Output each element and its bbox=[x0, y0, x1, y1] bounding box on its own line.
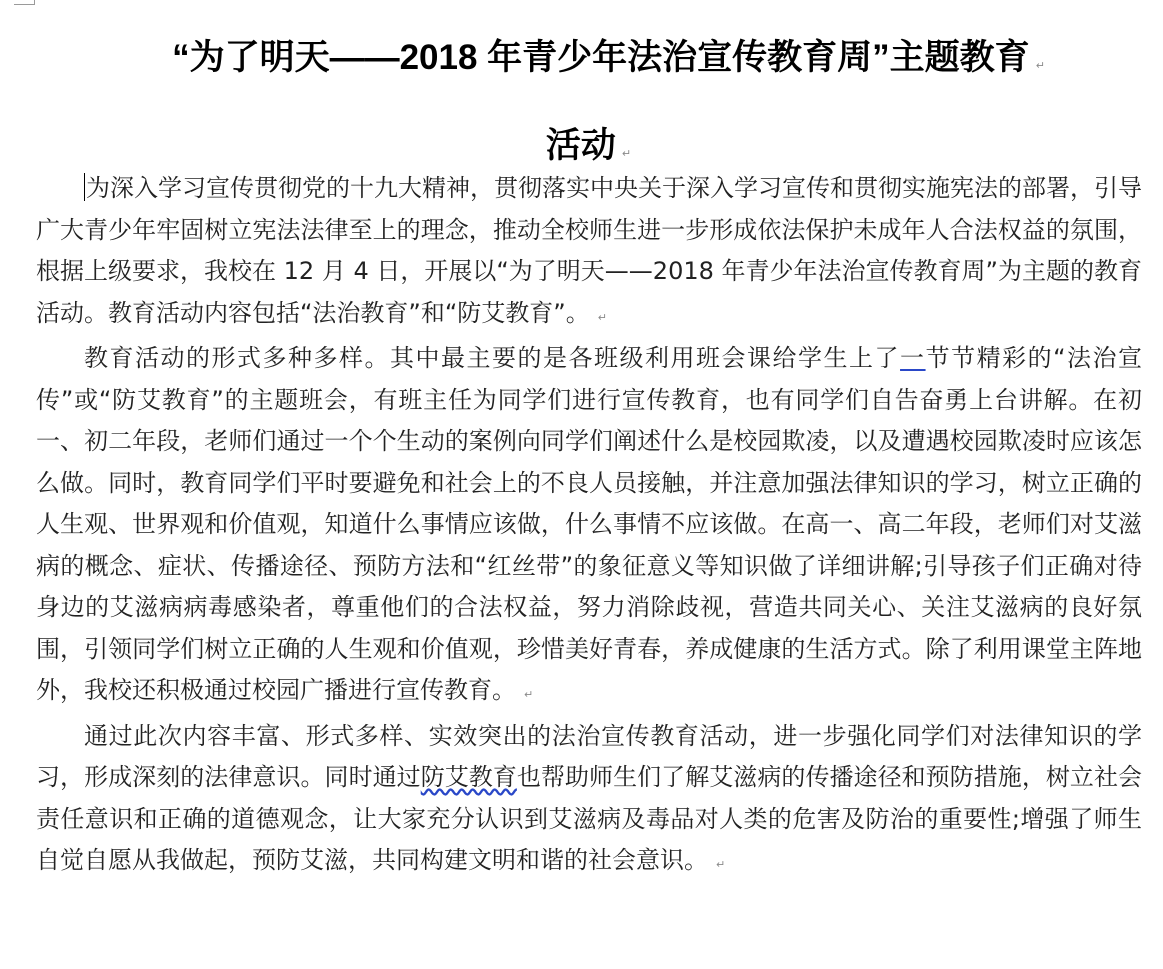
title-line-2[interactable]: 活动 ↵ bbox=[545, 126, 632, 165]
paragraph-1[interactable]: 为深入学习宣传贯彻党的十九大精神，贯彻落实中央关于深入学习宣传和贯彻实施宪法的部署，引导广大青少年牢固树立宪法法律至上的理念，推动全校师生进一步形成依法保护未成年人合法权益的氛围，根据上级要求，我校在 12 月 4 日，开展以“为了明天——2018 年青少年法治宣传教育周”为主题的教育活动。教育活动内容包括“法治教育”和“防艾教育”。 ↵ bbox=[36, 174, 1142, 327]
paragraph-mark-icon: ↵ bbox=[524, 688, 534, 701]
grammar-flag[interactable]: 防艾教育 bbox=[420, 763, 517, 791]
page-corner-marker bbox=[14, 0, 35, 5]
paragraph-mark-icon: ↵ bbox=[716, 858, 726, 871]
paragraph-mark-icon: ↵ bbox=[621, 147, 632, 160]
document-body[interactable] bbox=[36, 168, 1142, 886]
paragraph-3[interactable]: 通过此次内容丰富、形式多样、实效突出的法治宣传教育活动，进一步强化同学们对法律知识的学习，形成深刻的法律意识。同时通过防艾教育也帮助师生们了解艾滋病的传播途径和预防措施，树立社会责任意识和正确的道德观念，让大家充分认识到艾滋病及毒品对人类的危害及防治的重要性;增强了师生自觉自愿从我做起，预防艾滋，共同构建文明和谐的社会意识。 ↵ bbox=[36, 721, 1143, 874]
title-line-1[interactable]: “为了明天——2018 年青少年法治宣传教育周”主题教育 ↵ bbox=[172, 38, 1045, 77]
grammar-flag[interactable]: 一 bbox=[900, 344, 926, 372]
text-cursor bbox=[84, 173, 85, 201]
paragraph-mark-icon: ↵ bbox=[1035, 59, 1045, 72]
paragraph-2[interactable]: 教育活动的形式多种多样。其中最主要的是各班级利用班会课给学生上了一节节精彩的“法治宣传”或“防艾教育”的主题班会，有班主任为同学们进行宣传教育，也有同学们自告奋勇上台讲解。在初一、初二年段，老师们通过一个个生动的案例向同学们阐述什么是校园欺凌，以及遭遇校园欺凌时应该怎么做。同时，教育同学们平时要避免和社会上的不良人员接触，并注意加强法律知识的学习，树立正确的人生观、世界观和价值观，知道什么事情应该做，什么事情不应该做。在高一、高二年段，老师们对艾滋病的概念、症状、传播途径、预防方法和“红丝带”的象征意义等知识做了详细讲解;引导孩子们正确对待身边的艾滋病病毒感染者，尊重他们的合法权益，努力消除歧视，营造共同关心、关注艾滋病的良好氛围，引领同学们树立正确的人生观和价值观，珍惜美好青春，养成健康的生活方式。除了利用课堂主阵地外，我校还积极通过校园广播进行宣传教育。 ↵ bbox=[36, 344, 1143, 704]
paragraph-mark-icon: ↵ bbox=[597, 310, 607, 324]
